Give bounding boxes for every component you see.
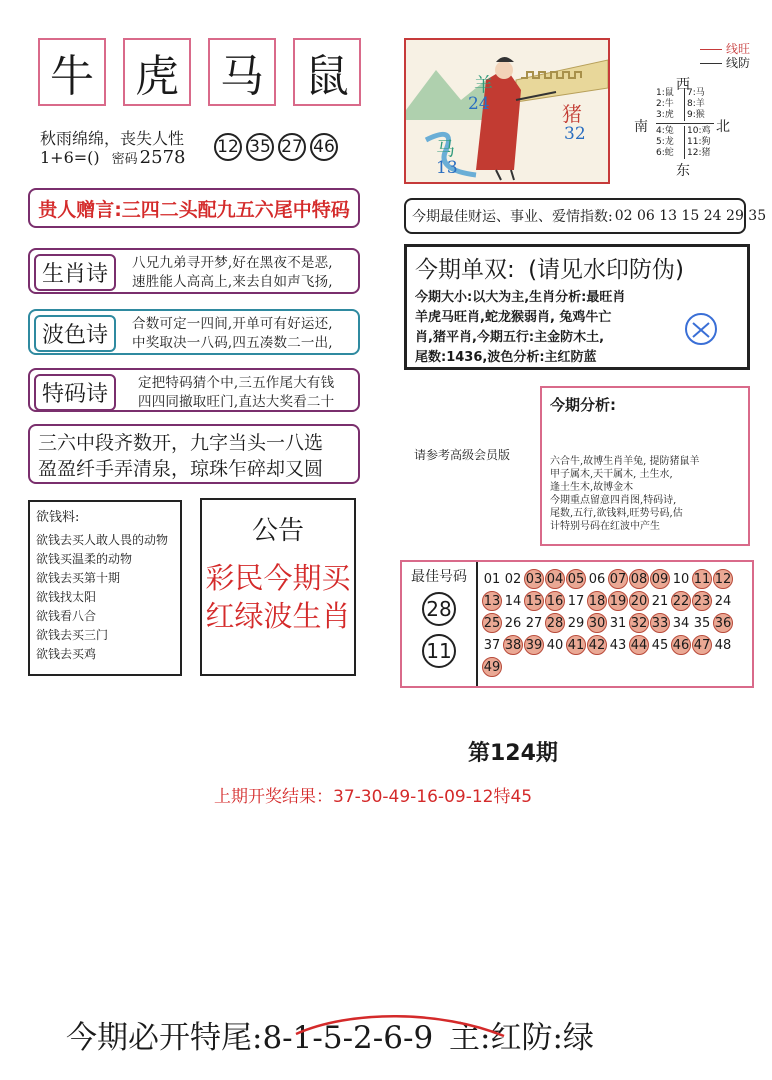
poem-text (132, 315, 333, 353)
pic-number-label: 32 (564, 124, 586, 144)
grid-row (482, 634, 734, 656)
riddle-formula: 1+6=() (40, 148, 100, 167)
highlighted-number: 19 (608, 591, 628, 611)
poem-text (138, 374, 334, 412)
pic-animal-label: 羊 (474, 74, 494, 96)
analysis-side-text: 请参考高级会员版 (414, 448, 511, 462)
poem-box-wave (28, 309, 360, 355)
compass-top-block (656, 88, 714, 124)
compass-col (656, 88, 685, 121)
poem-tag: 波色诗 (34, 315, 116, 352)
highlighted-number: 13 (482, 591, 502, 611)
compass-cell: 6:蛇 (656, 148, 674, 158)
info-numbers (214, 133, 342, 161)
zodiac-char: 鼠 (305, 51, 349, 102)
number-circle: 12 (214, 133, 242, 161)
grid-number: 37 (483, 637, 501, 653)
sd-line: 尾数:1436,波色分析:主红防蓝 (415, 350, 597, 365)
highlighted-number: 41 (566, 635, 586, 655)
highlighted-number: 07 (608, 569, 628, 589)
issue-number: 第124期 (468, 741, 558, 766)
compass-cell: 5:龙 (656, 137, 674, 147)
highlighted-number: 25 (482, 613, 502, 633)
wish-box (28, 500, 182, 676)
zodiac-char: 马 (220, 51, 264, 102)
riddle-line-1: 秋雨绵绵，丧失人性 (40, 129, 185, 148)
analysis-title: 今期分析: (550, 396, 616, 414)
zodiac-box-2 (123, 38, 191, 106)
poem-tag: 特码诗 (34, 374, 116, 411)
sd-line: 今期大小:以大为主,生肖分析:最旺肖 (415, 290, 626, 305)
single-double-box (404, 244, 750, 370)
grid-row (482, 590, 734, 612)
grid-number: 06 (588, 571, 606, 587)
best-left-col (402, 562, 478, 686)
grid-number: 29 (567, 615, 585, 631)
footer-prefix: 今期必开特尾: (66, 1020, 263, 1056)
highlighted-number: 44 (629, 635, 649, 655)
compass-cell: 8:羊 (687, 99, 705, 109)
best-pick-value: 28 (426, 597, 452, 621)
highlighted-number: 05 (566, 569, 586, 589)
analysis-line: 甲子属木,天干属木, 土生水, (550, 469, 673, 480)
compass-cell: 3:虎 (656, 110, 674, 120)
grid-number: 35 (693, 615, 711, 631)
strike-mark-icon (290, 1010, 510, 1050)
zodiac-box-1 (38, 38, 106, 106)
sd-line: 羊虎马旺肖,蛇龙猴弱肖, 兔鸡牛亡 (415, 310, 612, 325)
wish-item: 欲钱去买人敢人畏的动物 (36, 533, 169, 547)
poem-box-zodiac (28, 248, 360, 294)
highlighted-number: 39 (524, 635, 544, 655)
highlighted-number: 20 (629, 591, 649, 611)
compass-south: 南 (634, 119, 648, 135)
poem-line: 合数可定一四间,开单可有好运还, (132, 316, 333, 332)
highlighted-number: 08 (629, 569, 649, 589)
highlighted-number: 12 (713, 569, 733, 589)
compass-cell: 2:牛 (656, 99, 674, 109)
highlighted-number: 28 (545, 613, 565, 633)
compass-east: 东 (676, 163, 690, 179)
zodiac-box-4 (293, 38, 361, 106)
zodiac-box-3 (208, 38, 276, 106)
verse-line: 三六中段齐数开，九字当头一八选 (38, 432, 324, 454)
analysis-body (550, 455, 740, 533)
pic-number-label: 24 (468, 94, 490, 114)
compass-cell: 1:鼠 (656, 88, 674, 98)
analysis-line: 计特别号码在红波中产生 (550, 521, 660, 532)
grid-number: 31 (609, 615, 627, 631)
poem-line: 速胜能人高高上,来去自如声飞扬, (132, 274, 333, 290)
grid-number: 21 (651, 593, 669, 609)
legend-item-red (700, 42, 750, 56)
grid-number: 02 (504, 571, 522, 587)
highlighted-number: 49 (482, 657, 502, 677)
notice-title: 公告 (251, 516, 304, 546)
notice-line: 红绿波生肖 (205, 599, 351, 633)
highlighted-number: 30 (587, 613, 607, 633)
sd-note: (请见水印防伪) (528, 257, 685, 283)
wish-item: 欲钱去买鸡 (36, 647, 97, 661)
banner-box (28, 188, 360, 228)
grid-number: 24 (714, 593, 732, 609)
verse-line: 盈盈纤手弄清泉，琼珠乍碎却又圆 (38, 458, 324, 480)
wish-item: 欲钱看八合 (36, 609, 97, 623)
zodiac-illustration (404, 38, 610, 184)
poem-box-special (28, 368, 360, 412)
grid-row (482, 656, 734, 678)
analysis-line: 今期重点留意四肖图,特码诗, (550, 495, 677, 506)
highlighted-number: 47 (692, 635, 712, 655)
highlighted-number: 36 (713, 613, 733, 633)
banner-text: 贵人赠言:三四二头配九五六尾中特码 (38, 198, 350, 221)
highlighted-number: 22 (671, 591, 691, 611)
pic-animal-label: 猪 (562, 102, 582, 126)
number-circle: 27 (278, 133, 306, 161)
compass-cell: 10:鸡 (687, 126, 711, 136)
analysis-line: 逢土生木,故博金木 (550, 482, 634, 493)
analysis-box (540, 386, 750, 546)
poem-line: 八兄九弟寻开梦,好在黑夜不是恶, (132, 255, 333, 271)
grid-number: 17 (567, 593, 585, 609)
watermark-seal-icon (683, 311, 719, 347)
highlighted-number: 18 (587, 591, 607, 611)
number-grid (482, 568, 734, 678)
highlighted-number: 04 (545, 569, 565, 589)
code-value: 2578 (139, 147, 186, 168)
best-pick (422, 592, 456, 626)
grid-number: 01 (483, 571, 501, 587)
analysis-line: 尾数,五行,欲钱料,旺势号码,估 (550, 508, 683, 519)
best-numbers-box (400, 560, 754, 688)
fortune-value: 02 06 13 15 24 29 35 (614, 208, 767, 224)
compass-cell: 7:马 (687, 88, 705, 98)
highlighted-number: 03 (524, 569, 544, 589)
grid-number: 14 (504, 593, 522, 609)
compass-col (685, 126, 711, 159)
number-circle: 46 (310, 133, 338, 161)
poem-text (132, 254, 333, 292)
poem-tag: 生肖诗 (34, 254, 116, 291)
grid-number: 48 (714, 637, 732, 653)
legend-item-dark (700, 56, 750, 70)
compass-north: 北 (716, 119, 730, 135)
sd-line: 肖,猪平肖,今期五行:主金防木土, (415, 330, 605, 345)
pic-number-label: 13 (436, 158, 458, 178)
grid-number: 40 (546, 637, 564, 653)
compass-col (685, 88, 705, 121)
analysis-line: 六合牛,故博生肖羊兔, 提防猪鼠羊 (550, 456, 700, 467)
notice-box (200, 498, 356, 676)
fortune-label: 今期最佳财运、事业、爱情指数: (412, 209, 613, 225)
compass-legend (700, 42, 750, 70)
legend-label: 线旺 (726, 42, 751, 56)
highlighted-number: 32 (629, 613, 649, 633)
compass-west: 西 (676, 77, 690, 93)
compass-cell: 9:猴 (687, 110, 705, 120)
poem-line: 四四同撤取旺门,直达大奖看二十 (138, 394, 335, 410)
wish-title: 欲钱料: (36, 510, 80, 525)
last-result: 上期开奖结果：37-30-49-16-09-12特45 (214, 787, 533, 807)
grid-row (482, 568, 734, 590)
highlighted-number: 33 (650, 613, 670, 633)
zodiac-char: 虎 (135, 51, 179, 102)
verse-box (28, 424, 360, 484)
compass-cell: 4:兔 (656, 126, 674, 136)
best-pick (422, 634, 456, 668)
best-pick-value: 11 (426, 639, 452, 663)
sd-title: 今期单双: (415, 257, 515, 283)
wish-item: 欲钱买温柔的动物 (36, 552, 133, 566)
compass-cell: 11:狗 (687, 137, 711, 147)
highlighted-number: 46 (671, 635, 691, 655)
notice-line: 彩民今期买 (205, 561, 351, 595)
compass-cell: 12:猪 (687, 148, 711, 158)
legend-label: 线防 (726, 56, 751, 70)
grid-number: 26 (504, 615, 522, 631)
footer-tails: 8-1-5-2-6-9 (262, 1020, 434, 1056)
highlighted-number: 11 (692, 569, 712, 589)
poem-line: 中奖取决一八码,四五凑数二一出, (132, 335, 333, 351)
highlighted-number: 38 (503, 635, 523, 655)
grid-row (482, 612, 734, 634)
grid-number: 10 (672, 571, 690, 587)
highlighted-number: 15 (524, 591, 544, 611)
fortune-box (404, 198, 767, 234)
grid-number: 34 (672, 615, 690, 631)
footer-suffix: 主:红防:绿 (449, 1020, 594, 1056)
highlighted-number: 16 (545, 591, 565, 611)
grid-number: 43 (609, 637, 627, 653)
riddle-line-2 (40, 147, 185, 168)
number-circle: 35 (246, 133, 274, 161)
sd-heading (415, 251, 739, 284)
wish-item: 欲钱去买第十期 (36, 571, 121, 585)
compass-bottom-block (656, 124, 714, 159)
highlighted-number: 09 (650, 569, 670, 589)
wish-item: 欲钱去买三门 (36, 628, 109, 642)
best-label: 最佳号码 (411, 569, 467, 585)
highlighted-number: 42 (587, 635, 607, 655)
compass-col (656, 126, 685, 159)
zodiac-char: 牛 (50, 51, 94, 102)
grid-number: 45 (651, 637, 669, 653)
code-label: 密码 (111, 152, 138, 167)
compass-grid (656, 88, 714, 159)
highlighted-number: 23 (692, 591, 712, 611)
grid-number: 27 (525, 615, 543, 631)
pic-animal-label: 马 (436, 138, 456, 160)
wish-item: 欲钱找太阳 (36, 590, 97, 604)
poem-line: 定把特码猜个中,三五作尾大有钱 (138, 375, 335, 391)
